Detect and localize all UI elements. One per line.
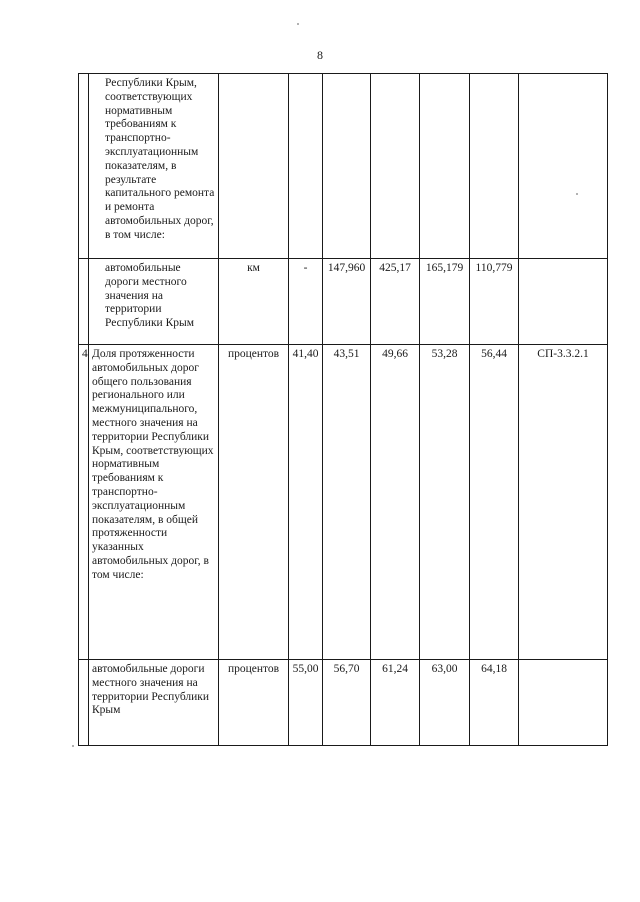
value-cell: 63,00 [420, 660, 470, 746]
source-cell [519, 660, 608, 746]
scan-speck [576, 193, 578, 195]
row-number: 4 [79, 345, 89, 660]
row-number [79, 74, 89, 259]
source-cell: СП-3.3.2.1 [519, 345, 608, 660]
value-cell: 41,40 [289, 345, 323, 660]
scan-speck [297, 23, 299, 25]
value-cell: 53,28 [420, 345, 470, 660]
value-cell: - [289, 259, 323, 345]
indicator-name: Доля протяженности автомобильных дорог общего пользования регионального или межмуниципального, местного значения на территории Республики Крым, соответствующих нормативным требованиям к транспортно-эксплуатационным показателям, в общей протяженности указанных автомобильных дорог, в том числе: [89, 345, 219, 660]
value-cell [323, 74, 371, 259]
table-row [79, 660, 608, 746]
value-cell: 49,66 [371, 345, 420, 660]
scan-speck [72, 745, 74, 747]
indicators-table [78, 73, 608, 746]
value-cell: 56,70 [323, 660, 371, 746]
unit-cell [219, 74, 289, 259]
value-cell: 61,24 [371, 660, 420, 746]
value-cell [289, 74, 323, 259]
value-cell: 425,17 [371, 259, 420, 345]
indicator-name: автомобильные дороги местного значения на территории Республики Крым [89, 259, 219, 345]
value-cell: 64,18 [470, 660, 519, 746]
table-row [79, 345, 608, 660]
value-cell: 110,779 [470, 259, 519, 345]
value-cell [371, 74, 420, 259]
row-number [79, 259, 89, 345]
unit-cell: процентов [219, 345, 289, 660]
value-cell: 55,00 [289, 660, 323, 746]
value-cell: 56,44 [470, 345, 519, 660]
indicator-name: автомобильные дороги местного значения на территории Республики Крым [89, 660, 219, 746]
table-row [79, 74, 608, 259]
unit-cell: км [219, 259, 289, 345]
source-cell [519, 74, 608, 259]
value-cell [470, 74, 519, 259]
row-number [79, 660, 89, 746]
page-number: 8 [317, 48, 323, 62]
table-row [79, 259, 608, 345]
value-cell: 165,179 [420, 259, 470, 345]
indicator-name: Республики Крым, соответствующих нормативным требованиям к транспортно-эксплуатационным показателям, в результате капитального ремонта и ремонта автомобильных дорог, в том числе: [89, 74, 219, 259]
value-cell [420, 74, 470, 259]
value-cell: 43,51 [323, 345, 371, 660]
value-cell: 147,960 [323, 259, 371, 345]
unit-cell: процентов [219, 660, 289, 746]
source-cell [519, 259, 608, 345]
